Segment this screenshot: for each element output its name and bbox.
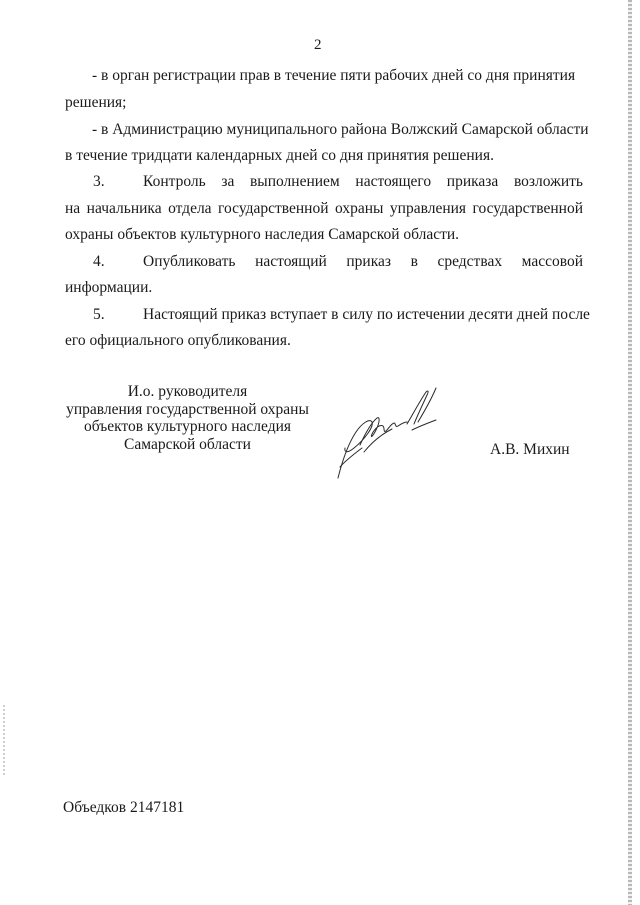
paragraph-3-line-1: Контроль за выполнением настоящего приказа возложить [143, 173, 583, 190]
signer-position-line-1: И.о. руководителя [127, 383, 248, 400]
executor-contact: Объедков 2147181 [63, 799, 185, 816]
paragraph-3-line-3: охраны объектов культурного наследия Самарской области. [65, 226, 460, 243]
scan-edge-left [3, 705, 5, 775]
signer-name: А.В. Михин [490, 441, 570, 458]
paragraph-4-number: 4. [93, 253, 105, 270]
signer-position-line-4: Самарской области [124, 435, 251, 453]
item-admin-line-2: в течение тридцати календарных дней со дня принятия решения. [65, 147, 494, 164]
paragraph-4-line-2: информации. [65, 279, 153, 296]
paragraph-3-line-2: на начальника отдела государственной охраны управления государственной [65, 200, 583, 217]
paragraph-5-number: 5. [93, 306, 105, 323]
handwritten-signature [332, 382, 442, 482]
paragraph-3-number: 3. [93, 173, 105, 190]
paragraph-5-line-1: Настоящий приказ вступает в силу по истечении десяти дней после [143, 306, 590, 323]
scan-edge-right [628, 0, 632, 905]
signer-position [55, 383, 320, 453]
signer-position-line-3: объектов культурного наследия [83, 418, 292, 435]
item-registration-line-1: - в орган регистрации прав в течение пяти рабочих дней со дня принятия [92, 67, 576, 84]
paragraph-5-line-2: его официального опубликования. [65, 332, 291, 349]
signer-position-line-2: управления государственной охраны [66, 400, 309, 418]
paragraph-4-line-1: Опубликовать настоящий приказ в средствах массовой [143, 253, 583, 270]
item-admin-line-1: - в Администрацию муниципального района Волжский Самарской области [92, 121, 589, 138]
page-number: 2 [314, 37, 322, 53]
item-registration-line-2: решения; [65, 94, 127, 111]
